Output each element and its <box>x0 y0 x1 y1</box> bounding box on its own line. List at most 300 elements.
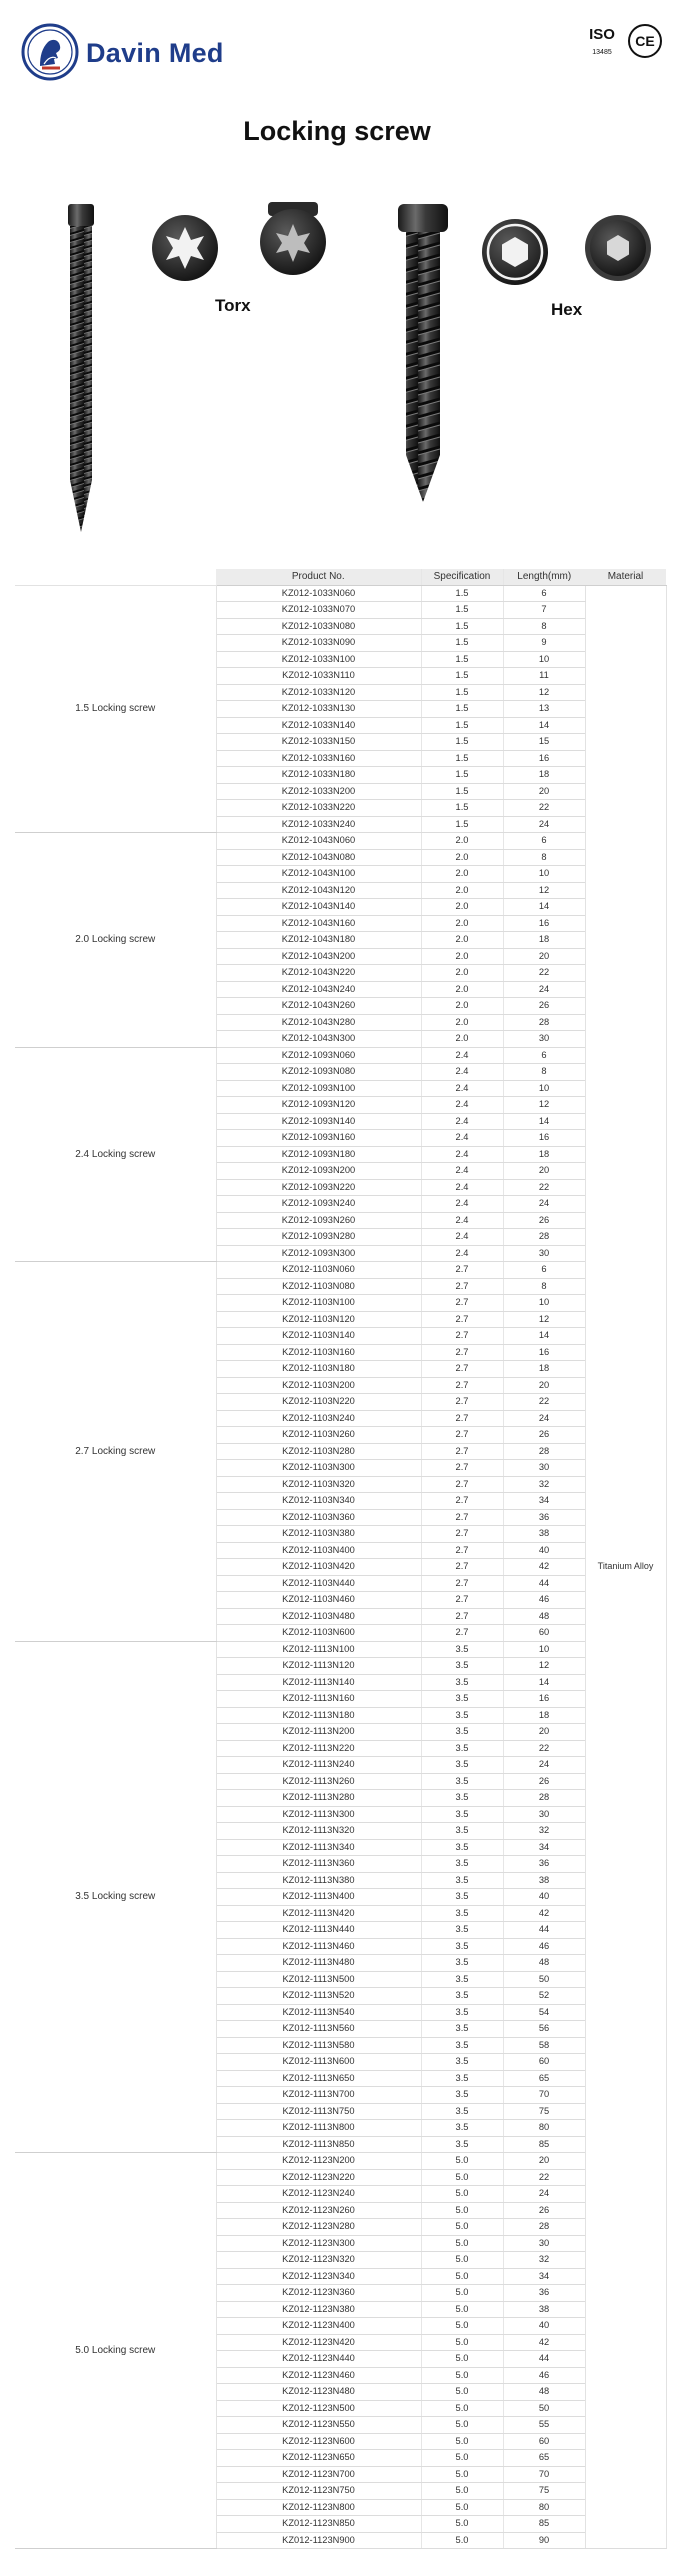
length-cell: 22 <box>503 1394 585 1411</box>
specification-cell: 2.7 <box>421 1509 503 1526</box>
header-product-no: Product No. <box>216 569 421 585</box>
product-number-cell: KZ012-1123N320 <box>216 2252 421 2269</box>
specification-cell: 2.7 <box>421 1559 503 1576</box>
specification-cell: 3.5 <box>421 1823 503 1840</box>
product-number-cell: KZ012-1103N220 <box>216 1394 421 1411</box>
product-number-cell: KZ012-1093N120 <box>216 1097 421 1114</box>
product-number-cell: KZ012-1043N260 <box>216 998 421 1015</box>
length-cell: 70 <box>503 2466 585 2483</box>
brand-name: Davin Med <box>86 38 224 68</box>
product-number-cell: KZ012-1093N160 <box>216 1130 421 1147</box>
length-cell: 48 <box>503 2384 585 2401</box>
product-number-cell: KZ012-1113N360 <box>216 1856 421 1873</box>
product-number-cell: KZ012-1103N120 <box>216 1311 421 1328</box>
product-number-cell: KZ012-1113N340 <box>216 1839 421 1856</box>
specification-cell: 1.5 <box>421 750 503 767</box>
specification-cell: 2.7 <box>421 1608 503 1625</box>
specification-cell: 3.5 <box>421 2103 503 2120</box>
specification-cell: 3.5 <box>421 2004 503 2021</box>
length-cell: 22 <box>503 800 585 817</box>
length-cell: 12 <box>503 882 585 899</box>
length-cell: 42 <box>503 1905 585 1922</box>
specification-cell: 2.7 <box>421 1542 503 1559</box>
specification-cell: 3.5 <box>421 2054 503 2071</box>
length-cell: 8 <box>503 849 585 866</box>
specification-cell: 2.7 <box>421 1476 503 1493</box>
product-number-cell: KZ012-1033N220 <box>216 800 421 817</box>
length-cell: 12 <box>503 1097 585 1114</box>
length-cell: 8 <box>503 1278 585 1295</box>
specification-cell: 5.0 <box>421 2169 503 2186</box>
product-number-cell: KZ012-1113N300 <box>216 1806 421 1823</box>
length-cell: 26 <box>503 1212 585 1229</box>
specification-cell: 3.5 <box>421 2037 503 2054</box>
specification-cell: 5.0 <box>421 2367 503 2384</box>
iso-number: 13485 <box>592 49 612 56</box>
product-number-cell: KZ012-1033N110 <box>216 668 421 685</box>
length-cell: 70 <box>503 2087 585 2104</box>
product-number-cell: KZ012-1033N080 <box>216 618 421 635</box>
product-number-cell: KZ012-1103N420 <box>216 1559 421 1576</box>
screw-group-label: 2.7 Locking screw <box>15 1262 216 1642</box>
length-cell: 16 <box>503 1344 585 1361</box>
specification-cell: 2.4 <box>421 1064 503 1081</box>
length-cell: 18 <box>503 1146 585 1163</box>
torx-label: Torx <box>215 296 251 315</box>
torx-screw-image <box>0 180 674 540</box>
length-cell: 24 <box>503 1757 585 1774</box>
specification-cell: 5.0 <box>421 2235 503 2252</box>
specification-cell: 2.7 <box>421 1295 503 1312</box>
specification-cell: 2.4 <box>421 1113 503 1130</box>
length-cell: 26 <box>503 2202 585 2219</box>
specification-cell: 3.5 <box>421 1757 503 1774</box>
specification-cell: 2.0 <box>421 965 503 982</box>
length-cell: 34 <box>503 1493 585 1510</box>
specification-cell: 3.5 <box>421 1674 503 1691</box>
product-number-cell: KZ012-1103N340 <box>216 1493 421 1510</box>
product-number-cell: KZ012-1043N220 <box>216 965 421 982</box>
product-number-cell: KZ012-1113N650 <box>216 2070 421 2087</box>
length-cell: 54 <box>503 2004 585 2021</box>
product-number-cell: KZ012-1103N460 <box>216 1592 421 1609</box>
product-number-cell: KZ012-1113N420 <box>216 1905 421 1922</box>
specification-cell: 5.0 <box>421 2466 503 2483</box>
specification-cell: 5.0 <box>421 2318 503 2335</box>
product-number-cell: KZ012-1123N460 <box>216 2367 421 2384</box>
length-cell: 90 <box>503 2532 585 2549</box>
specification-cell: 1.5 <box>421 717 503 734</box>
ce-mark-badge: CE <box>628 24 662 58</box>
length-cell: 46 <box>503 1592 585 1609</box>
product-number-cell: KZ012-1043N180 <box>216 932 421 949</box>
length-cell: 10 <box>503 1641 585 1658</box>
length-cell: 24 <box>503 1196 585 1213</box>
length-cell: 22 <box>503 1179 585 1196</box>
specification-cell: 3.5 <box>421 1740 503 1757</box>
specification-cell: 2.7 <box>421 1344 503 1361</box>
screw-group-label: 1.5 Locking screw <box>15 585 216 833</box>
specification-cell: 1.5 <box>421 783 503 800</box>
specification-cell: 3.5 <box>421 2136 503 2153</box>
specification-cell: 1.5 <box>421 816 503 833</box>
specification-cell: 2.7 <box>421 1625 503 1642</box>
product-number-cell: KZ012-1103N140 <box>216 1328 421 1345</box>
product-number-cell: KZ012-1113N440 <box>216 1922 421 1939</box>
specification-cell: 3.5 <box>421 1872 503 1889</box>
length-cell: 14 <box>503 1113 585 1130</box>
length-cell: 13 <box>503 701 585 718</box>
product-number-cell: KZ012-1043N140 <box>216 899 421 916</box>
product-number-cell: KZ012-1113N460 <box>216 1938 421 1955</box>
length-cell: 30 <box>503 1245 585 1262</box>
torx-head-top-icon <box>152 215 218 281</box>
length-cell: 44 <box>503 1575 585 1592</box>
length-cell: 36 <box>503 2285 585 2302</box>
length-cell: 6 <box>503 1262 585 1279</box>
product-number-cell: KZ012-1113N100 <box>216 1641 421 1658</box>
length-cell: 42 <box>503 1559 585 1576</box>
specification-cell: 2.0 <box>421 849 503 866</box>
specification-cell: 5.0 <box>421 2384 503 2401</box>
specification-cell: 2.7 <box>421 1427 503 1444</box>
specification-cell: 3.5 <box>421 2087 503 2104</box>
table-row <box>15 2153 666 2170</box>
table-row <box>15 1047 666 1064</box>
product-number-cell: KZ012-1113N850 <box>216 2136 421 2153</box>
specification-cell: 3.5 <box>421 2070 503 2087</box>
length-cell: 46 <box>503 2367 585 2384</box>
specification-cell: 1.5 <box>421 800 503 817</box>
specification-cell: 2.7 <box>421 1460 503 1477</box>
specification-cell: 2.4 <box>421 1097 503 1114</box>
product-number-cell: KZ012-1113N320 <box>216 1823 421 1840</box>
product-number-cell: KZ012-1093N140 <box>216 1113 421 1130</box>
length-cell: 32 <box>503 1476 585 1493</box>
table-row <box>15 1262 666 1279</box>
specification-cell: 5.0 <box>421 2351 503 2368</box>
length-cell: 20 <box>503 783 585 800</box>
specification-cell: 5.0 <box>421 2252 503 2269</box>
product-number-cell: KZ012-1113N700 <box>216 2087 421 2104</box>
length-cell: 8 <box>503 618 585 635</box>
product-number-cell: KZ012-1043N240 <box>216 981 421 998</box>
product-number-cell: KZ012-1123N440 <box>216 2351 421 2368</box>
product-number-cell: KZ012-1103N380 <box>216 1526 421 1543</box>
product-number-cell: KZ012-1113N200 <box>216 1724 421 1741</box>
specification-cell: 1.5 <box>421 668 503 685</box>
length-cell: 65 <box>503 2070 585 2087</box>
product-number-cell: KZ012-1033N180 <box>216 767 421 784</box>
specification-cell: 3.5 <box>421 1889 503 1906</box>
product-number-cell: KZ012-1033N150 <box>216 734 421 751</box>
specification-cell: 2.7 <box>421 1377 503 1394</box>
table-row <box>15 585 666 602</box>
product-number-cell: KZ012-1103N440 <box>216 1575 421 1592</box>
length-cell: 48 <box>503 1608 585 1625</box>
length-cell: 28 <box>503 1014 585 1031</box>
specification-cell: 2.0 <box>421 1014 503 1031</box>
product-number-cell: KZ012-1033N130 <box>216 701 421 718</box>
table-body <box>15 585 666 2549</box>
specification-cell: 2.0 <box>421 866 503 883</box>
specification-cell: 3.5 <box>421 1938 503 1955</box>
specification-cell: 3.5 <box>421 1641 503 1658</box>
specification-cell: 2.0 <box>421 899 503 916</box>
length-cell: 36 <box>503 1509 585 1526</box>
product-number-cell: KZ012-1043N300 <box>216 1031 421 1048</box>
product-number-cell: KZ012-1123N240 <box>216 2186 421 2203</box>
length-cell: 55 <box>503 2417 585 2434</box>
specification-cell: 2.0 <box>421 882 503 899</box>
screw-group-label: 3.5 Locking screw <box>15 1641 216 2153</box>
length-cell: 42 <box>503 2334 585 2351</box>
length-cell: 20 <box>503 1163 585 1180</box>
product-number-cell: KZ012-1103N480 <box>216 1608 421 1625</box>
header-specification: Specification <box>421 569 503 585</box>
company-logo-icon <box>20 22 80 82</box>
product-number-cell: KZ012-1093N200 <box>216 1163 421 1180</box>
product-number-cell: KZ012-1093N080 <box>216 1064 421 1081</box>
specification-cell: 3.5 <box>421 1839 503 1856</box>
product-number-cell: KZ012-1113N520 <box>216 1988 421 2005</box>
product-number-cell: KZ012-1123N650 <box>216 2450 421 2467</box>
length-cell: 28 <box>503 1229 585 1246</box>
product-number-cell: KZ012-1093N300 <box>216 1245 421 1262</box>
length-cell: 24 <box>503 1410 585 1427</box>
specification-cell: 2.4 <box>421 1163 503 1180</box>
specification-cell: 2.4 <box>421 1245 503 1262</box>
product-number-cell: KZ012-1113N500 <box>216 1971 421 1988</box>
length-cell: 30 <box>503 2235 585 2252</box>
length-cell: 46 <box>503 1938 585 1955</box>
specification-cell: 3.5 <box>421 1856 503 1873</box>
length-cell: 24 <box>503 816 585 833</box>
product-number-cell: KZ012-1113N220 <box>216 1740 421 1757</box>
product-number-cell: KZ012-1113N160 <box>216 1691 421 1708</box>
length-cell: 15 <box>503 734 585 751</box>
length-cell: 16 <box>503 915 585 932</box>
length-cell: 14 <box>503 899 585 916</box>
specification-cell: 1.5 <box>421 602 503 619</box>
product-number-cell: KZ012-1123N200 <box>216 2153 421 2170</box>
product-number-cell: KZ012-1123N360 <box>216 2285 421 2302</box>
specification-cell: 3.5 <box>421 1922 503 1939</box>
length-cell: 60 <box>503 2054 585 2071</box>
specification-cell: 2.4 <box>421 1130 503 1147</box>
length-cell: 10 <box>503 1295 585 1312</box>
product-number-cell: KZ012-1033N090 <box>216 635 421 652</box>
length-cell: 36 <box>503 1856 585 1873</box>
specification-cell: 5.0 <box>421 2219 503 2236</box>
specification-cell: 2.7 <box>421 1592 503 1609</box>
product-number-cell: KZ012-1123N420 <box>216 2334 421 2351</box>
specification-cell: 5.0 <box>421 2450 503 2467</box>
length-cell: 30 <box>503 1031 585 1048</box>
product-number-cell: KZ012-1103N060 <box>216 1262 421 1279</box>
length-cell: 12 <box>503 1311 585 1328</box>
product-number-cell: KZ012-1093N260 <box>216 1212 421 1229</box>
product-number-cell: KZ012-1123N220 <box>216 2169 421 2186</box>
length-cell: 20 <box>503 2153 585 2170</box>
hex-label: Hex <box>551 300 583 319</box>
length-cell: 30 <box>503 1460 585 1477</box>
length-cell: 14 <box>503 717 585 734</box>
product-number-cell: KZ012-1123N260 <box>216 2202 421 2219</box>
length-cell: 14 <box>503 1674 585 1691</box>
specification-cell: 3.5 <box>421 2021 503 2038</box>
length-cell: 38 <box>503 1526 585 1543</box>
product-number-cell: KZ012-1123N480 <box>216 2384 421 2401</box>
group-header-cell <box>15 569 216 585</box>
length-cell: 26 <box>503 1773 585 1790</box>
product-number-cell: KZ012-1113N260 <box>216 1773 421 1790</box>
product-number-cell: KZ012-1123N850 <box>216 2516 421 2533</box>
product-number-cell: KZ012-1043N100 <box>216 866 421 883</box>
specification-cell: 2.7 <box>421 1443 503 1460</box>
length-cell: 34 <box>503 2268 585 2285</box>
length-cell: 12 <box>503 684 585 701</box>
product-number-cell: KZ012-1103N260 <box>216 1427 421 1444</box>
specification-cell: 5.0 <box>421 2516 503 2533</box>
length-cell: 18 <box>503 1707 585 1724</box>
product-number-cell: KZ012-1033N120 <box>216 684 421 701</box>
table-row <box>15 833 666 850</box>
length-cell: 50 <box>503 1971 585 1988</box>
specification-cell: 3.5 <box>421 1773 503 1790</box>
product-number-cell: KZ012-1043N160 <box>216 915 421 932</box>
specification-cell: 2.4 <box>421 1229 503 1246</box>
length-cell: 8 <box>503 1064 585 1081</box>
product-number-cell: KZ012-1103N180 <box>216 1361 421 1378</box>
product-number-cell: KZ012-1033N160 <box>216 750 421 767</box>
specification-cell: 5.0 <box>421 2433 503 2450</box>
specification-cell: 5.0 <box>421 2483 503 2500</box>
specification-cell: 5.0 <box>421 2301 503 2318</box>
product-number-cell: KZ012-1123N400 <box>216 2318 421 2335</box>
specification-cell: 2.7 <box>421 1311 503 1328</box>
torx-head-angled-icon <box>260 202 326 275</box>
length-cell: 26 <box>503 1427 585 1444</box>
length-cell: 58 <box>503 2037 585 2054</box>
specification-cell: 1.5 <box>421 734 503 751</box>
product-number-cell: KZ012-1043N280 <box>216 1014 421 1031</box>
screw-group-label: 2.4 Locking screw <box>15 1047 216 1262</box>
page-title: Locking screw <box>243 116 431 146</box>
product-number-cell: KZ012-1113N480 <box>216 1955 421 1972</box>
product-number-cell: KZ012-1113N180 <box>216 1707 421 1724</box>
product-number-cell: KZ012-1103N600 <box>216 1625 421 1642</box>
length-cell: 16 <box>503 1691 585 1708</box>
specification-cell: 2.7 <box>421 1278 503 1295</box>
product-number-cell: KZ012-1103N400 <box>216 1542 421 1559</box>
length-cell: 52 <box>503 1988 585 2005</box>
product-number-cell: KZ012-1113N580 <box>216 2037 421 2054</box>
product-number-cell: KZ012-1113N540 <box>216 2004 421 2021</box>
product-number-cell: KZ012-1033N240 <box>216 816 421 833</box>
length-cell: 16 <box>503 750 585 767</box>
length-cell: 22 <box>503 2169 585 2186</box>
product-number-cell: KZ012-1093N060 <box>216 1047 421 1064</box>
specification-cell: 3.5 <box>421 1905 503 1922</box>
product-number-cell: KZ012-1043N080 <box>216 849 421 866</box>
specification-cell: 5.0 <box>421 2334 503 2351</box>
length-cell: 38 <box>503 2301 585 2318</box>
product-number-cell: KZ012-1123N500 <box>216 2400 421 2417</box>
length-cell: 6 <box>503 833 585 850</box>
product-number-cell: KZ012-1113N560 <box>216 2021 421 2038</box>
length-cell: 10 <box>503 866 585 883</box>
length-cell: 26 <box>503 998 585 1015</box>
specification-cell: 2.4 <box>421 1047 503 1064</box>
length-cell: 75 <box>503 2483 585 2500</box>
specification-cell: 1.5 <box>421 651 503 668</box>
product-number-cell: KZ012-1093N220 <box>216 1179 421 1196</box>
product-number-cell: KZ012-1103N160 <box>216 1344 421 1361</box>
length-cell: 50 <box>503 2400 585 2417</box>
product-number-cell: KZ012-1123N280 <box>216 2219 421 2236</box>
specification-cell: 3.5 <box>421 1707 503 1724</box>
product-number-cell: KZ012-1123N550 <box>216 2417 421 2434</box>
length-cell: 56 <box>503 2021 585 2038</box>
specification-cell: 2.4 <box>421 1196 503 1213</box>
length-cell: 16 <box>503 1130 585 1147</box>
specification-cell: 5.0 <box>421 2186 503 2203</box>
product-number-cell: KZ012-1033N200 <box>216 783 421 800</box>
product-number-cell: KZ012-1123N900 <box>216 2532 421 2549</box>
product-number-cell: KZ012-1103N080 <box>216 1278 421 1295</box>
length-cell: 7 <box>503 602 585 619</box>
table-header-row <box>15 569 666 585</box>
product-number-cell: KZ012-1033N060 <box>216 585 421 602</box>
screw-group-label: 5.0 Locking screw <box>15 2153 216 2549</box>
product-number-cell: KZ012-1103N300 <box>216 1460 421 1477</box>
length-cell: 18 <box>503 932 585 949</box>
product-number-cell: KZ012-1103N280 <box>216 1443 421 1460</box>
length-cell: 24 <box>503 981 585 998</box>
product-number-cell: KZ012-1043N060 <box>216 833 421 850</box>
length-cell: 14 <box>503 1328 585 1345</box>
product-number-cell: KZ012-1113N380 <box>216 1872 421 1889</box>
length-cell: 12 <box>503 1658 585 1675</box>
product-number-cell: KZ012-1123N300 <box>216 2235 421 2252</box>
product-number-cell: KZ012-1123N600 <box>216 2433 421 2450</box>
length-cell: 48 <box>503 1955 585 1972</box>
specification-cell: 2.0 <box>421 833 503 850</box>
specification-cell: 3.5 <box>421 2120 503 2137</box>
specification-cell: 5.0 <box>421 2532 503 2549</box>
product-number-cell: KZ012-1113N400 <box>216 1889 421 1906</box>
specification-cell: 5.0 <box>421 2400 503 2417</box>
length-cell: 6 <box>503 585 585 602</box>
product-number-cell: KZ012-1123N750 <box>216 2483 421 2500</box>
iso-certification-badge <box>585 24 619 60</box>
hex-head-angled-icon <box>585 215 651 281</box>
length-cell: 11 <box>503 668 585 685</box>
product-number-cell: KZ012-1103N100 <box>216 1295 421 1312</box>
specification-cell: 2.7 <box>421 1575 503 1592</box>
length-cell: 28 <box>503 1790 585 1807</box>
length-cell: 32 <box>503 2252 585 2269</box>
length-cell: 40 <box>503 2318 585 2335</box>
length-cell: 38 <box>503 1872 585 1889</box>
product-number-cell: KZ012-1113N800 <box>216 2120 421 2137</box>
specification-cell: 2.7 <box>421 1493 503 1510</box>
specification-cell: 5.0 <box>421 2417 503 2434</box>
specification-cell: 3.5 <box>421 1988 503 2005</box>
specification-cell: 1.5 <box>421 684 503 701</box>
length-cell: 22 <box>503 965 585 982</box>
